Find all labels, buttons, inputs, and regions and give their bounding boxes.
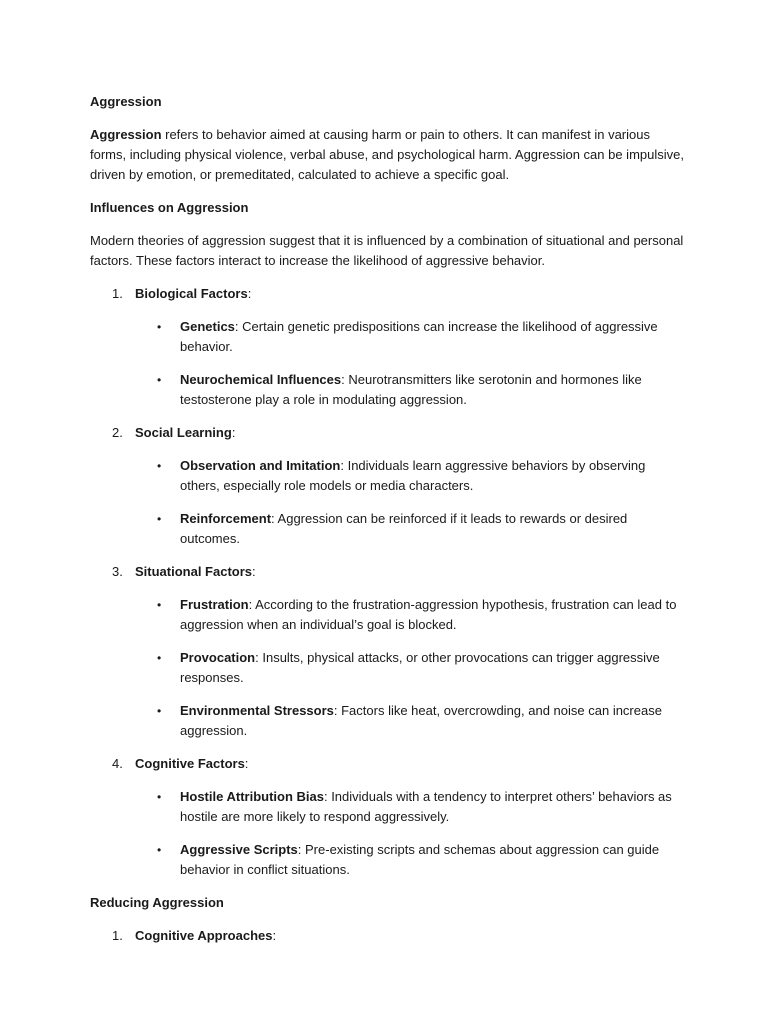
factor-item-biological: 1. Biological Factors: • Genetics: Certain genetic predispositions can increase the likelihood of aggressive behavior. • Neurochemical Influences: Neurotransmitters like serotonin and hormones like testosterone play a role in modulating aggression.	[90, 284, 688, 410]
item-term: Frustration	[180, 597, 249, 612]
item-term: Environmental Stressors	[180, 703, 334, 718]
reducing-heading: Reducing Aggression	[90, 895, 224, 910]
bullet-icon: •	[157, 512, 162, 526]
intro-paragraph	[90, 125, 688, 185]
list-item	[135, 787, 688, 827]
bullet-icon: •	[157, 704, 162, 718]
list-item	[135, 648, 688, 688]
factor-label: Situational Factors	[135, 564, 253, 579]
factor-label: Cognitive Factors	[135, 756, 245, 771]
factor-label: Biological Factors	[135, 286, 248, 301]
item-text: : According to the frustration-aggression hypothesis, frustration can lead to aggression when an individual’s goal is blocked.	[180, 597, 677, 632]
list-item	[135, 595, 688, 635]
item-term: Genetics	[180, 319, 235, 334]
factor-item-cognitive-approaches: 1. Cognitive Approaches:	[90, 926, 688, 946]
factor-label: Social Learning	[135, 425, 232, 440]
item-text: : Pre-existing scripts and schemas about aggression can guide behavior in conflict situations.	[180, 842, 660, 877]
bullet-icon: •	[157, 843, 162, 857]
list-item	[135, 456, 688, 496]
factor-number: 2.	[112, 425, 123, 440]
sub-list	[135, 787, 688, 880]
item-term: Hostile Attribution Bias	[180, 789, 324, 804]
list-item	[135, 509, 688, 549]
influences-intro: Modern theories of aggression suggest that it is influenced by a combination of situational and personal factors. These factors interact to increase the likelihood of aggressive behavior.	[90, 233, 684, 268]
sub-list	[135, 595, 688, 741]
influences-heading: Influences on Aggression	[90, 200, 249, 215]
bullet-icon: •	[157, 373, 162, 387]
bullet-icon: •	[157, 320, 162, 334]
item-text: : Factors like heat, overcrowding, and noise can increase aggression.	[180, 703, 662, 738]
item-text: : Individuals with a tendency to interpret others’ behaviors as hostile are more likely to respond aggressively.	[180, 789, 672, 824]
item-term: Provocation	[180, 650, 256, 665]
factor-number: 4.	[112, 756, 123, 771]
item-term: Reinforcement	[180, 511, 272, 526]
document-title: Aggression	[90, 94, 162, 109]
list-item	[135, 370, 688, 410]
sub-list	[135, 456, 688, 549]
item-text: : Aggression can be reinforced if it leads to rewards or desired outcomes.	[180, 511, 628, 546]
factor-item-social: 2. Social Learning: • Observation and Imitation: Individuals learn aggressive behaviors by observing others, especially role models or media characters. • Reinforcement: Aggression can be reinforced if it leads to rewards or desired outcomes.	[90, 423, 688, 549]
factor-number: 1.	[112, 928, 123, 943]
bullet-icon: •	[157, 790, 162, 804]
sub-list	[135, 317, 688, 410]
bullet-icon: •	[157, 598, 162, 612]
list-item	[135, 840, 688, 880]
item-text: : Neurotransmitters like serotonin and hormones like testosterone play a role in modulating aggression.	[180, 372, 642, 407]
factor-item-situational: 3. Situational Factors: • Frustration: According to the frustration-aggression hypothesis, frustration can lead to aggression when an individual’s goal is blocked. • Provocation: Insults, physical attacks, or other provocations can trigger aggressive responses. • Environmental Stressors: Factors like heat, overcrowding, and noise can increase aggression.	[90, 562, 688, 741]
list-item	[135, 701, 688, 741]
item-text: : Certain genetic predispositions can increase the likelihood of aggressive behavior.	[180, 319, 658, 354]
item-text: : Insults, physical attacks, or other provocations can trigger aggressive responses.	[180, 650, 660, 685]
reducing-list	[90, 926, 688, 946]
item-term: Neurochemical Influences	[180, 372, 342, 387]
item-term: Observation and Imitation	[180, 458, 341, 473]
factor-number: 3.	[112, 564, 123, 579]
bullet-icon: •	[157, 459, 162, 473]
influences-list	[90, 284, 688, 880]
factor-item-cognitive: 4. Cognitive Factors: • Hostile Attribution Bias: Individuals with a tendency to interpret others’ behaviors as hostile are more likely to respond aggressively. • Aggressive Scripts: Pre-existing scripts and schemas about aggression can guide behavior in conflict situations.	[90, 754, 688, 880]
intro-text: refers to behavior aimed at causing harm or pain to others. It can manifest in various forms, including physical violence, verbal abuse, and psychological harm. Aggression can be impulsive, driven by emotion, or premeditated, calculated to achieve a specific goal.	[90, 127, 684, 182]
factor-label: Cognitive Approaches	[135, 928, 273, 943]
bullet-icon: •	[157, 651, 162, 665]
item-text: : Individuals learn aggressive behaviors by observing others, especially role models or media characters.	[180, 458, 646, 493]
factor-number: 1.	[112, 286, 123, 301]
item-term: Aggressive Scripts	[180, 842, 298, 857]
list-item	[135, 317, 688, 357]
intro-term: Aggression	[90, 127, 162, 142]
